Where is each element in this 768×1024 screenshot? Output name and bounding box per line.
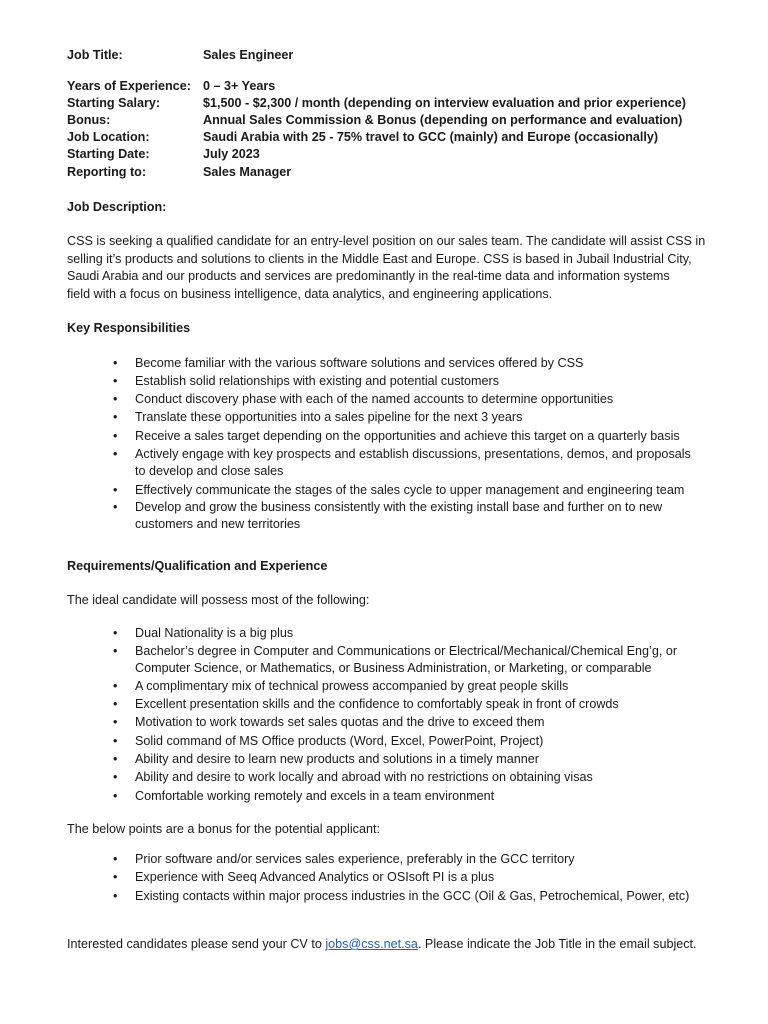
job-description-heading: Job Description: <box>67 200 167 214</box>
list-item-continuation: customers and new territories <box>135 517 301 531</box>
email-link[interactable]: jobs@css.net.sa <box>325 937 418 951</box>
bullet-icon: • <box>113 429 118 443</box>
reporting-label: Reporting to: <box>67 165 147 179</box>
list-item: Develop and grow the business consistently with the existing install base and further on to new <box>135 500 663 514</box>
bullet-icon: • <box>113 644 118 658</box>
experience-value: 0 – 3+ Years <box>203 79 276 93</box>
list-item: Establish solid relationships with existing and potential customers <box>135 374 500 388</box>
list-item: Actively engage with key prospects and establish discussions, presentations, demos, and proposals <box>135 447 691 461</box>
salary-label: Starting Salary: <box>67 96 161 110</box>
bullet-icon: • <box>113 852 118 866</box>
location-value: Saudi Arabia with 25 - 75% travel to GCC (mainly) and Europe (occasionally) <box>203 130 659 144</box>
requirements-heading: Requirements/Qualification and Experience <box>67 559 328 573</box>
list-item: Dual Nationality is a big plus <box>135 626 294 640</box>
list-item: A complimentary mix of technical prowess accompanied by great people skills <box>135 679 569 693</box>
bullet-icon: • <box>113 447 118 461</box>
list-item: Motivation to work towards set sales quotas and the drive to exceed them <box>135 715 545 729</box>
bullet-icon: • <box>113 483 118 497</box>
closing-text-before: Interested candidates please send your CV to <box>67 937 326 951</box>
bullet-icon: • <box>113 870 118 884</box>
bonus-points-intro: The below points are a bonus for the potential applicant: <box>67 822 380 836</box>
list-item: Ability and desire to work locally and abroad with no restrictions on obtaining visas <box>135 770 593 784</box>
list-item: Ability and desire to learn new products and solutions in a timely manner <box>135 752 539 766</box>
job-description-line: field with a focus on business intelligence, data analytics, and engineering applications. <box>67 287 553 301</box>
location-label: Job Location: <box>67 130 150 144</box>
list-item: Excellent presentation skills and the confidence to comfortably speak in front of crowds <box>135 697 619 711</box>
bullet-icon: • <box>113 697 118 711</box>
list-item: Comfortable working remotely and excels in a team environment <box>135 789 495 803</box>
bullet-icon: • <box>113 374 118 388</box>
bullet-icon: • <box>113 626 118 640</box>
list-item: Translate these opportunities into a sales pipeline for the next 3 years <box>135 410 523 424</box>
list-item: Existing contacts within major process industries in the GCC (Oil & Gas, Petrochemical, Power, etc) <box>135 889 690 903</box>
list-item: Conduct discovery phase with each of the named accounts to determine opportunities <box>135 392 614 406</box>
bullet-icon: • <box>113 410 118 424</box>
requirements-intro: The ideal candidate will possess most of the following: <box>67 593 370 607</box>
bullet-icon: • <box>113 715 118 729</box>
bullet-icon: • <box>113 752 118 766</box>
list-item: Experience with Seeq Advanced Analytics or OSIsoft PI is a plus <box>135 870 495 884</box>
bullet-icon: • <box>113 789 118 803</box>
list-item: Prior software and/or services sales experience, preferably in the GCC territory <box>135 852 575 866</box>
list-item-continuation: to develop and close sales <box>135 464 284 478</box>
list-item: Solid command of MS Office products (Word, Excel, PowerPoint, Project) <box>135 734 544 748</box>
start-date-label: Starting Date: <box>67 147 150 161</box>
bullet-icon: • <box>113 500 118 514</box>
list-item: Effectively communicate the stages of the sales cycle to upper management and engineering team <box>135 483 685 497</box>
salary-value: $1,500 - $2,300 / month (depending on interview evaluation and prior experience) <box>203 96 686 110</box>
job-title-label: Job Title: <box>67 48 123 62</box>
bullet-icon: • <box>113 770 118 784</box>
bullet-icon: • <box>113 734 118 748</box>
list-item: Bachelor’s degree in Computer and Communications or Electrical/Mechanical/Chemical Eng’g, or <box>135 644 678 658</box>
list-item-continuation: Computer Science, or Mathematics, or Business Administration, or Marketing, or comparable <box>135 661 652 675</box>
job-title-value: Sales Engineer <box>203 48 294 62</box>
closing-line <box>67 936 707 953</box>
list-item: Receive a sales target depending on the opportunities and achieve this target on a quarterly basis <box>135 429 680 443</box>
bonus-label: Bonus: <box>67 113 111 127</box>
list-item: Become familiar with the various software solutions and services offered by CSS <box>135 356 584 370</box>
job-description-line: CSS is seeking a qualified candidate for an entry-level position on our sales team. The candidate will assist CSS in <box>67 234 706 248</box>
bullet-icon: • <box>113 679 118 693</box>
reporting-value: Sales Manager <box>203 165 292 179</box>
bullet-icon: • <box>113 889 118 903</box>
job-description-line: Saudi Arabia and our products and services are predominantly in the real-time data and information systems <box>67 269 670 283</box>
experience-label: Years of Experience: <box>67 79 191 93</box>
bullet-icon: • <box>113 392 118 406</box>
responsibilities-heading: Key Responsibilities <box>67 321 191 335</box>
bonus-value: Annual Sales Commission & Bonus (depending on performance and evaluation) <box>203 113 683 127</box>
closing-text-after: . Please indicate the Job Title in the email subject. <box>417 937 697 951</box>
job-description-line: selling it’s products and solutions to clients in the Middle East and Europe. CSS is based in Jubail Industrial City, <box>67 252 692 266</box>
bullet-icon: • <box>113 356 118 370</box>
start-date-value: July 2023 <box>203 147 260 161</box>
